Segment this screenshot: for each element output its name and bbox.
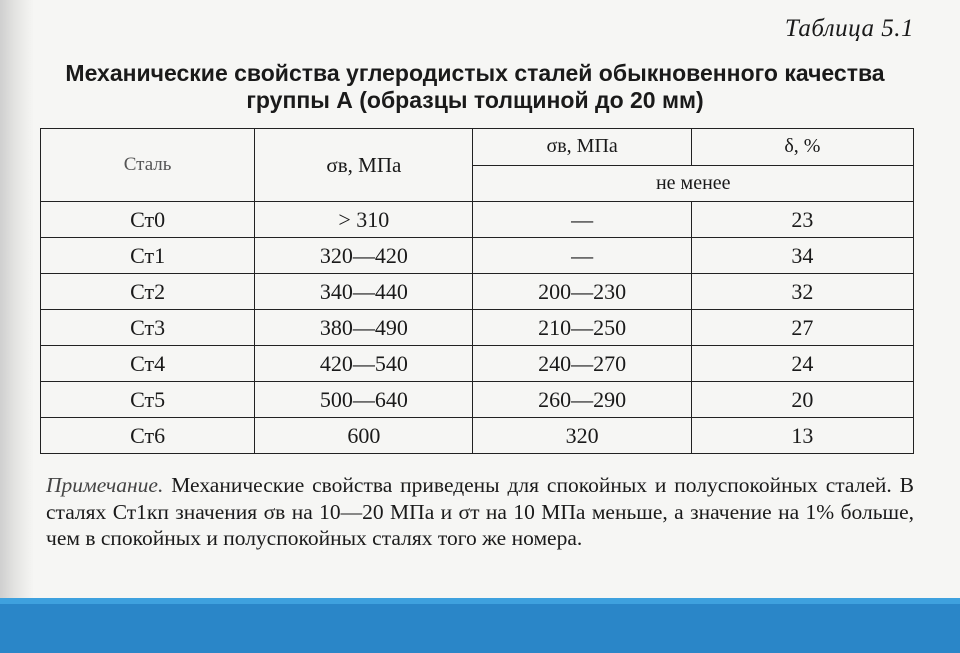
table-note (46, 472, 914, 552)
cell-steel: Ст1 (41, 238, 255, 274)
cell-sigma-b: > 310 (255, 202, 473, 238)
header-sigma-b: σв, МПа (255, 129, 473, 202)
cell-sigma-b: 380—490 (255, 310, 473, 346)
cell-sigma-t: 260—290 (473, 382, 691, 418)
header-delta: δ, % (691, 129, 913, 166)
cell-delta: 20 (691, 382, 913, 418)
note-text: Механические свойства приведены для спокойных и полуспокойных сталей. В сталях Ст1кп значения σв на 10—20 МПа и σт на 10 МПа меньше, а значение на 1% больше, чем в спокойных и полуспокойных сталях того же номера. (46, 473, 914, 550)
properties-table (40, 128, 914, 454)
page-binding-shadow (0, 0, 34, 600)
cell-sigma-t: 320 (473, 418, 691, 454)
table-row (41, 346, 914, 382)
cell-sigma-b: 320—420 (255, 238, 473, 274)
table-row (41, 274, 914, 310)
header-not-less: не менее (473, 165, 914, 202)
header-steel: Сталь (41, 129, 255, 202)
cell-delta: 34 (691, 238, 913, 274)
cell-sigma-t: — (473, 202, 691, 238)
cell-sigma-b: 500—640 (255, 382, 473, 418)
cell-delta: 23 (691, 202, 913, 238)
cell-sigma-t: 200—230 (473, 274, 691, 310)
header-sigma-t: σв, МПа (473, 129, 691, 166)
cell-sigma-t: — (473, 238, 691, 274)
cell-steel: Ст6 (41, 418, 255, 454)
table-row (41, 382, 914, 418)
table-header-row (41, 129, 914, 166)
table-row (41, 310, 914, 346)
table-number: Таблица 5.1 (784, 15, 914, 42)
table-title (40, 60, 910, 114)
cell-delta: 27 (691, 310, 913, 346)
table-title-line-2: группы А (образцы толщиной до 20 мм) (246, 87, 704, 113)
cell-sigma-b: 420—540 (255, 346, 473, 382)
cell-sigma-b: 340—440 (255, 274, 473, 310)
cell-sigma-t: 210—250 (473, 310, 691, 346)
cell-sigma-b: 600 (255, 418, 473, 454)
cell-steel: Ст2 (41, 274, 255, 310)
cell-delta: 24 (691, 346, 913, 382)
cell-sigma-t: 240—270 (473, 346, 691, 382)
cell-steel: Ст3 (41, 310, 255, 346)
cell-steel: Ст0 (41, 202, 255, 238)
table-title-line-1: Механические свойства углеродистых сталей обыкновенного качества (65, 60, 885, 86)
table-row (41, 202, 914, 238)
note-lead: Примечание. (46, 473, 164, 497)
footer-bar (0, 598, 960, 653)
table-row (41, 418, 914, 454)
footer-bar-highlight (0, 598, 960, 604)
cell-delta: 13 (691, 418, 913, 454)
table-row (41, 238, 914, 274)
cell-steel: Ст4 (41, 346, 255, 382)
cell-delta: 32 (691, 274, 913, 310)
cell-steel: Ст5 (41, 382, 255, 418)
